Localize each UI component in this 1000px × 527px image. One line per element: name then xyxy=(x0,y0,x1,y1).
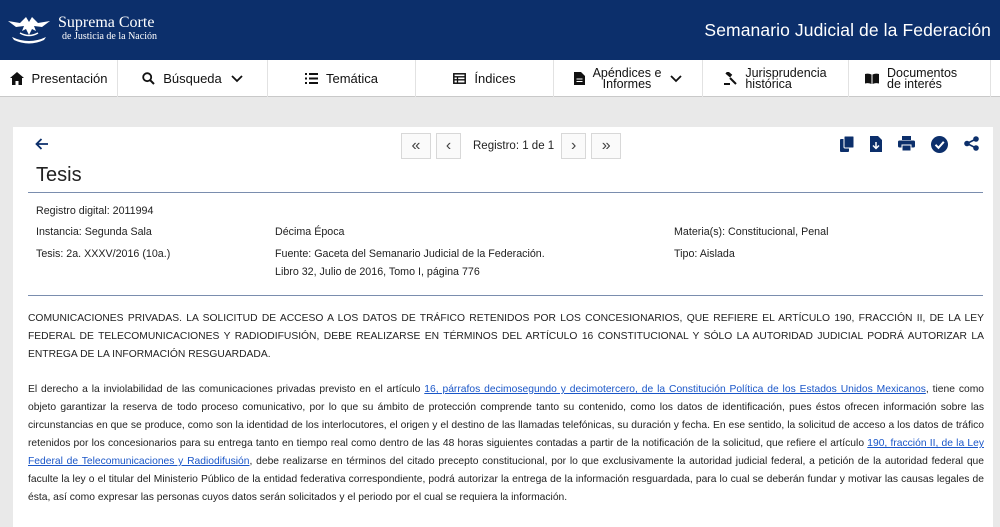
nav-tematica-label: Temática xyxy=(325,71,379,86)
first-page-button[interactable]: « xyxy=(401,133,431,159)
page-title: Tesis xyxy=(36,164,82,186)
tipo: Tipo: Aislada xyxy=(674,248,735,260)
instancia: Instancia: Segunda Sala xyxy=(36,226,152,238)
index-icon xyxy=(453,73,466,84)
list-icon xyxy=(305,73,318,84)
tesis-number: Tesis: 2a. XXXV/2016 (10a.) xyxy=(36,248,171,260)
nav-indices-label: Índices xyxy=(474,71,516,86)
nav-documentos-label-2: de interés xyxy=(887,76,942,91)
download-icon[interactable] xyxy=(870,136,882,153)
nav-presentacion[interactable] xyxy=(0,60,118,97)
registro-digital: Registro digital: 2011994 xyxy=(36,205,154,217)
eagle-logo-icon xyxy=(6,9,52,47)
gavel-icon xyxy=(724,72,737,85)
logo-line1: Suprema Corte xyxy=(58,13,155,31)
nav-tematica[interactable] xyxy=(268,60,416,97)
tesis-card xyxy=(13,127,993,527)
search-icon xyxy=(142,72,155,85)
home-icon xyxy=(10,72,24,85)
scjn-logo[interactable] xyxy=(6,9,157,47)
nav-apendices-label-1: Apéndices e xyxy=(592,65,662,80)
main-nav xyxy=(0,60,1000,97)
book-icon xyxy=(865,73,879,84)
chevron-down-icon xyxy=(231,75,243,83)
nav-jurisprudencia-label-2: histórica xyxy=(745,76,792,91)
record-pager xyxy=(401,133,621,159)
nav-jurisprudencia[interactable] xyxy=(703,60,849,97)
nav-presentacion-label: Presentación xyxy=(31,71,108,86)
nav-indices[interactable] xyxy=(416,60,554,97)
next-page-button[interactable]: › xyxy=(561,133,586,159)
tesis-body xyxy=(28,381,984,507)
link-articulo-190[interactable]: 190, fracción II, de la Ley Federal de Telecomunicaciones y Radiodifusión xyxy=(28,438,984,467)
last-page-button[interactable]: » xyxy=(591,133,621,159)
body-text-2: , tiene como objeto garantizar la reserva de todo proceso comunicativo, por lo que su ámbito de protección comprende tanto su contenido, como los datos de identificación, pues éstos ofrecen información sobre las circunstancias en que se produce, como son la identidad de los interlocutores, el origen y el destino de las llamadas telefónicas, su duración y fecha. En ese sentido, la solicitud de acceso a los datos de tráfico retenidos por los concesionarios para su entrega tanto en tiempo real como dentro de las 48 horas siguientes contadas a partir de la notificación de la solicitud, que refiere el artículo xyxy=(28,384,985,449)
materia: Materia(s): Constitucional, Penal xyxy=(674,226,829,238)
site-title[interactable]: Semanario Judicial de la Federación xyxy=(704,20,991,40)
chevron-down-icon xyxy=(670,75,682,83)
tesis-rubro: COMUNICACIONES PRIVADAS. LA SOLICITUD DE ACCESO A LOS DATOS DE TRÁFICO RETENIDOS POR LOS CONCESIONARIOS, QUE REFIERE EL ARTÍCULO 190, FRACCIÓN II, DE LA LEY FEDERAL DE TELECOMUNICACIONES Y RADIODIFUSIÓN, DEBE REALIZARSE EN TÉRMINOS DEL ARTÍCULO 16 CONSTITUCIONAL Y SÓLO LA AUTORIDAD JUDICIAL PODRÁ AUTORIZAR LA ENTREGA DE LA INFORMACIÓN RESGUARDADA. xyxy=(28,313,984,360)
epoca: Décima Época xyxy=(275,226,345,238)
logo-line2: de Justicia de la Nación xyxy=(62,30,157,42)
nav-busqueda-label: Búsqueda xyxy=(163,71,222,86)
link-articulo-16[interactable]: 16, párrafos decimosegundo y decimotercero, de la Constitución Política de los Estados Unidos Mexicanos xyxy=(424,384,926,395)
toolbar xyxy=(824,136,979,153)
check-icon[interactable] xyxy=(931,136,948,153)
meta-divider xyxy=(28,295,983,296)
fuente-line1: Fuente: Gaceta del Semanario Judicial de la Federación. xyxy=(275,248,545,260)
nav-apendices[interactable] xyxy=(554,60,703,97)
prev-page-button[interactable]: ‹ xyxy=(436,133,461,159)
nav-documentos[interactable] xyxy=(849,60,991,97)
body-text-3: , debe realizarse en términos del citado precepto constitucional, por lo que exclusivamente la autoridad judicial federal, a petición de la autoridad federal que faculte la ley o el titular del Ministerio Público de la entidad federativa correspondiente, podrá autorizar la entrega de la información resguardada, para lo cual se deberán fundar y motivar las causas legales de ésta, así como expresar las personas cuyos datos serán solicitados y el periodo por el cual se requiera la información. xyxy=(28,456,984,503)
fuente-line2: Libro 32, Julio de 2016, Tomo I, página 776 xyxy=(275,266,480,278)
back-arrow-icon[interactable] xyxy=(35,137,49,155)
title-divider xyxy=(28,192,983,193)
nav-busqueda[interactable] xyxy=(118,60,268,97)
record-counter: Registro: 1 de 1 xyxy=(473,140,555,152)
print-icon[interactable] xyxy=(898,136,915,153)
nav-documentos-label-1: Documentos xyxy=(887,65,958,80)
copy-icon[interactable] xyxy=(840,136,854,153)
nav-apendices-label-2: Informes xyxy=(602,76,652,91)
document-icon xyxy=(574,72,585,85)
nav-jurisprudencia-label-1: Jurisprudencia xyxy=(745,65,827,80)
share-icon[interactable] xyxy=(964,136,979,153)
body-text-1: El derecho a la inviolabilidad de las comunicaciones privadas previsto en el artículo xyxy=(28,384,425,395)
top-header xyxy=(0,0,1000,60)
